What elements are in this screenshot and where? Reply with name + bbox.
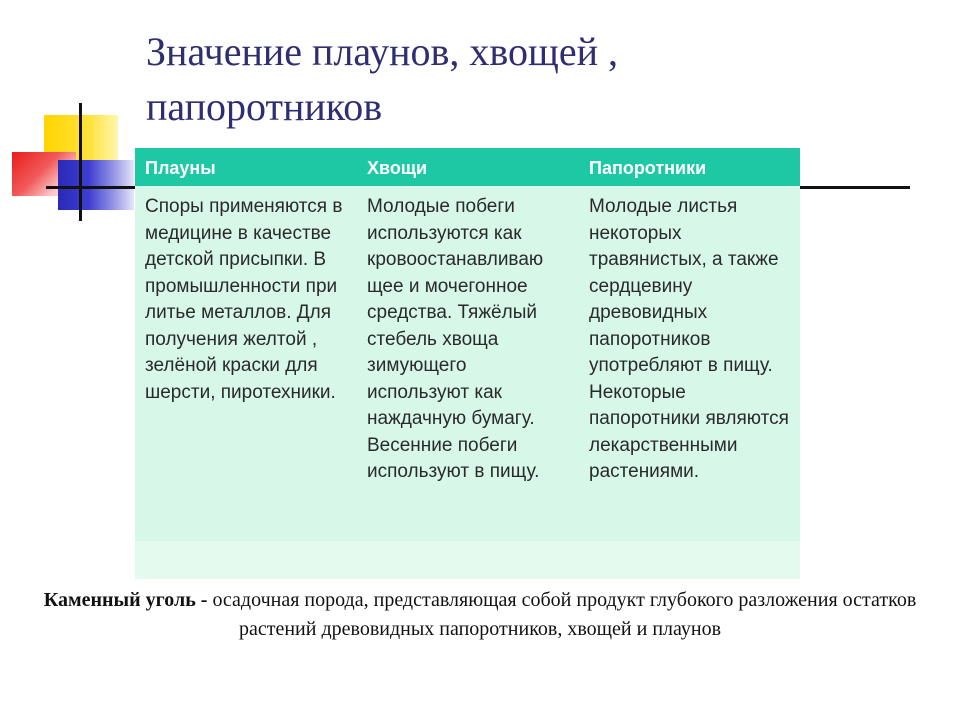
coal-definition-note — [40, 586, 920, 644]
slide-title-line-2: папоротников — [146, 84, 383, 129]
note-term: Каменный уголь - — [43, 589, 208, 611]
note-text: осадочная порода, представляющая собой продукт глубокого разложения остатков растений древовидных папоротников, хвощей и плаунов — [207, 589, 917, 640]
decorative-blue-square — [58, 160, 134, 210]
slide-title-line-1: Значение плаунов, хвощей , — [146, 29, 618, 74]
table-cell-plauny: Споры применяются в медицине в качестве детской присыпки. В промышленности при литье металлов. Для получения желтой , зелёной краски для шерсти, пиротехники. — [145, 196, 343, 403]
table-header-cell-khvoshchi: Хвощи — [367, 158, 428, 178]
comparison-table — [135, 148, 800, 579]
table-cell-khvoshchi: Молодые побеги используются как кровоостанавливаю щее и мочегонное средства. Тяжёлый стебель хвоща зимующего используют как наждачную бумагу. Весенние побеги используют в пищу. — [367, 196, 544, 482]
table-header-cell-paporotniki: Папоротники — [589, 158, 707, 178]
decorative-vertical-line — [79, 103, 82, 221]
table-row — [135, 186, 800, 541]
decorative-horizontal-line-left — [46, 186, 136, 189]
table-header-row — [135, 148, 800, 186]
decorative-horizontal-line-right — [800, 186, 910, 189]
table-header-cell-plauny: Плауны — [145, 158, 216, 178]
slide-title — [146, 24, 906, 134]
table-empty-row — [135, 541, 800, 579]
table-cell-paporotniki: Молодые листья некоторых травянистых, а также сердцевину древовидных папоротников употребляют в пищу. Некоторые папоротники являются лекарственными растениями. — [589, 196, 789, 482]
